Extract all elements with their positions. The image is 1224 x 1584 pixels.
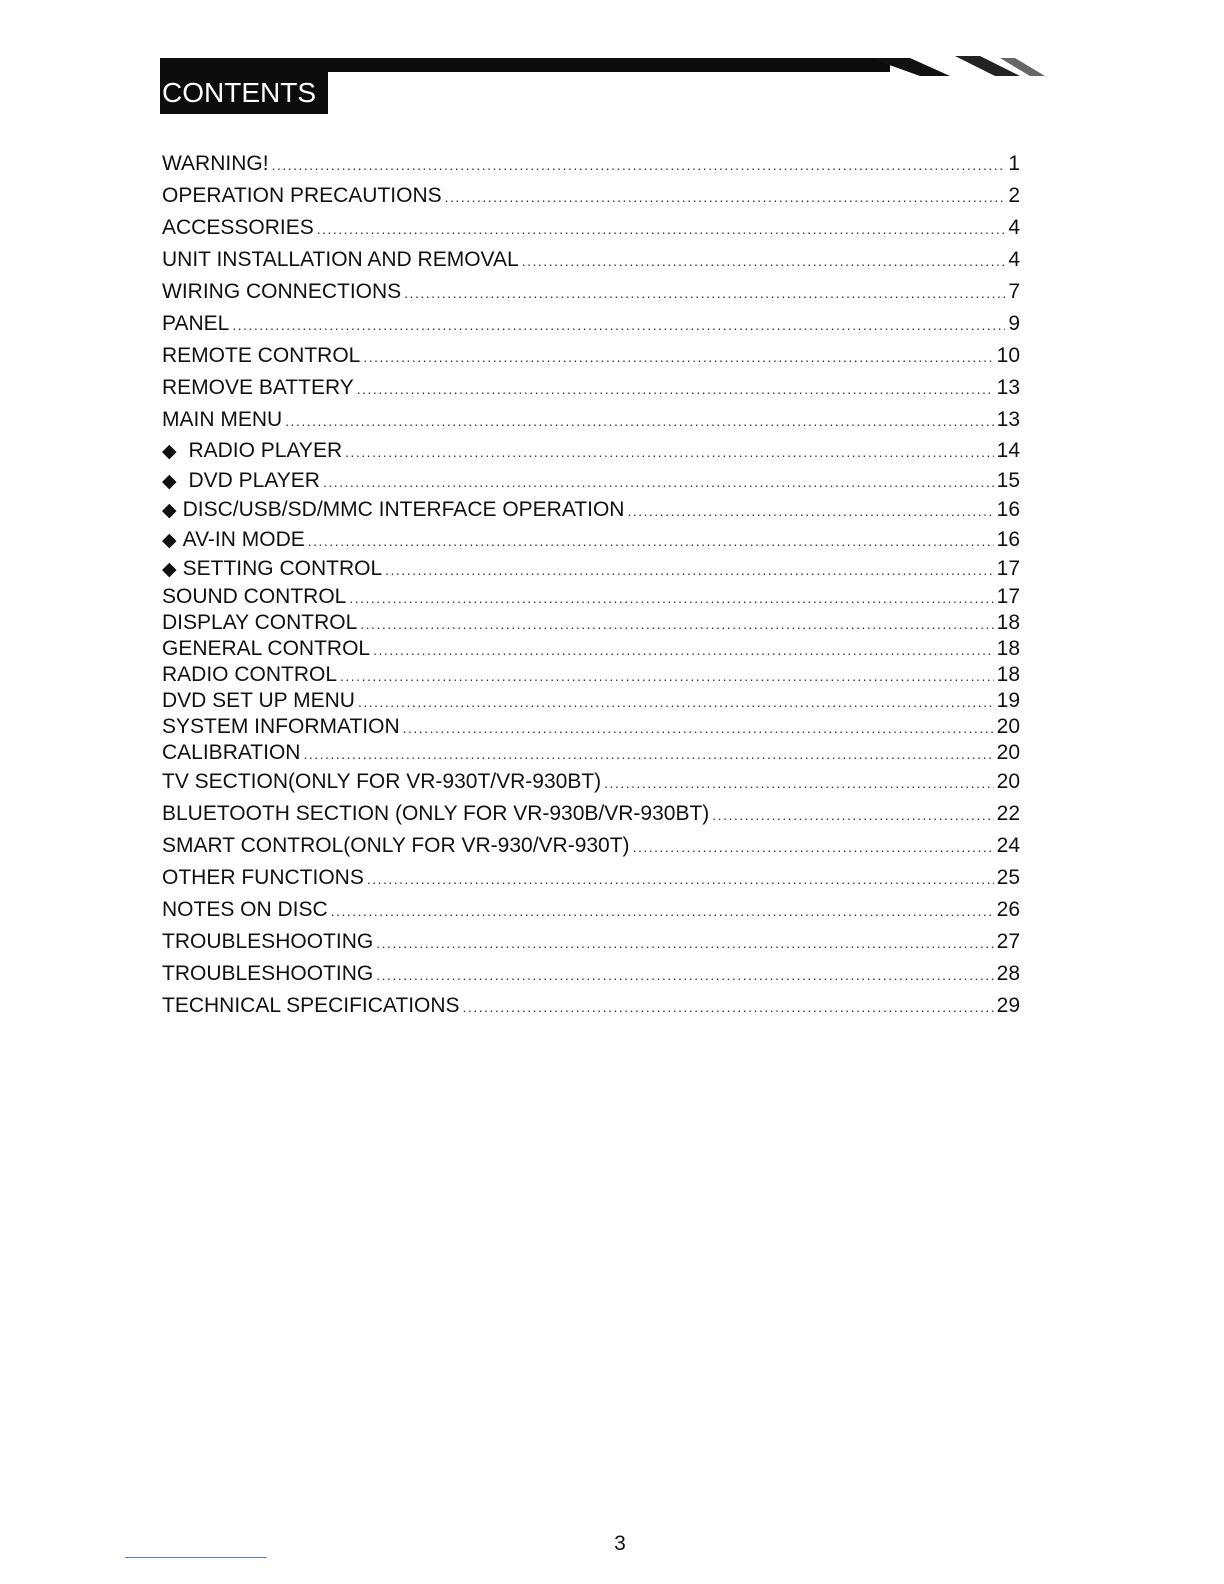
toc-entry[interactable] — [162, 404, 1020, 436]
dot-leader — [363, 341, 993, 373]
dot-leader — [445, 181, 1006, 213]
toc-entry-text: TV SECTION(ONLY FOR VR-930T/VR-930BT) — [162, 769, 602, 793]
dot-leader — [604, 767, 993, 799]
toc-entry-text: SYSTEM INFORMATION — [162, 714, 400, 738]
toc-entry[interactable] — [162, 926, 1020, 958]
bottom-rule — [125, 1557, 267, 1558]
toc-entry[interactable] — [162, 372, 1020, 404]
toc-entry[interactable] — [162, 662, 1020, 688]
toc-entry-page-number: 10 — [996, 344, 1020, 367]
toc-entry-label — [162, 610, 357, 636]
toc-entry-text: ACCESSORIES — [162, 216, 314, 239]
dot-leader — [345, 438, 994, 468]
toc-entry-text: DVD PLAYER — [182, 468, 320, 492]
toc-entry[interactable] — [162, 740, 1020, 766]
toc-entry-label — [162, 958, 373, 990]
dot-leader — [360, 611, 993, 637]
page-title: CONTENTS — [160, 72, 328, 114]
toc-entry-label — [162, 495, 624, 526]
toc-entry-label — [162, 372, 354, 404]
toc-entry-page-number: 24 — [996, 833, 1020, 857]
dot-leader — [633, 831, 994, 863]
toc-entry-page-number: 16 — [996, 527, 1020, 551]
dot-leader — [373, 637, 994, 663]
toc-entry[interactable] — [162, 610, 1020, 636]
toc-entry-label — [162, 404, 282, 436]
toc-entry-page-number: 7 — [1008, 280, 1020, 303]
toc-entry-label — [162, 926, 373, 958]
toc-entry-label — [162, 276, 401, 308]
toc-entry-page-number: 20 — [996, 769, 1020, 793]
table-of-contents — [162, 148, 1020, 1022]
toc-entry-text: DISPLAY CONTROL — [162, 610, 358, 634]
toc-entry[interactable] — [162, 212, 1020, 244]
toc-entry-text: TROUBLESHOOTING — [162, 961, 374, 985]
toc-entry-text: RADIO PLAYER — [182, 439, 343, 462]
dot-leader — [323, 468, 994, 498]
toc-entry[interactable] — [162, 584, 1020, 610]
toc-entry-label — [162, 584, 346, 610]
toc-entry-label — [162, 180, 442, 212]
toc-entry-label — [162, 688, 355, 714]
toc-entry-page-number: 4 — [1008, 248, 1020, 271]
dot-leader — [627, 497, 993, 527]
toc-entry[interactable] — [162, 276, 1020, 308]
toc-entry-label — [162, 740, 300, 766]
toc-entry[interactable] — [162, 830, 1020, 862]
toc-entry-page-number: 29 — [996, 993, 1020, 1017]
toc-entry-label — [162, 798, 709, 830]
diamond-bullet-icon: ◆ — [162, 470, 177, 492]
dot-leader — [376, 927, 993, 959]
toc-entry-label — [162, 830, 630, 862]
toc-entry-text: AV-IN MODE — [182, 527, 305, 551]
toc-entry-text: UNIT INSTALLATION AND REMOVAL — [162, 248, 519, 271]
toc-entry-page-number: 17 — [996, 584, 1020, 608]
toc-entry-page-number: 17 — [996, 557, 1020, 580]
toc-entry[interactable] — [162, 436, 1020, 466]
dot-leader — [340, 663, 994, 689]
toc-entry[interactable] — [162, 525, 1020, 555]
dot-leader — [308, 527, 994, 557]
toc-entry-label — [162, 894, 328, 926]
toc-entry-label — [162, 244, 519, 276]
toc-entry[interactable] — [162, 798, 1020, 830]
toc-entry-text: REMOVE BATTERY — [162, 376, 354, 399]
dot-leader — [303, 741, 993, 767]
toc-entry-page-number: 13 — [996, 408, 1020, 431]
diamond-bullet-icon: ◆ — [162, 441, 177, 462]
diamond-bullet-icon: ◆ — [162, 500, 177, 521]
dot-leader — [357, 373, 994, 405]
toc-entry-text: DVD SET UP MENU — [162, 688, 355, 712]
toc-entry-text: PANEL — [162, 312, 230, 335]
toc-entry-text: TROUBLESHOOTING — [162, 929, 374, 953]
toc-entry[interactable] — [162, 766, 1020, 798]
toc-entry[interactable] — [162, 180, 1020, 212]
toc-entry-label — [162, 212, 314, 244]
dot-leader — [463, 991, 994, 1023]
dot-leader — [272, 149, 1006, 181]
toc-entry-text: MAIN MENU — [162, 408, 283, 431]
toc-entry-label — [162, 466, 320, 497]
toc-entry-label — [162, 766, 601, 798]
toc-entry[interactable] — [162, 554, 1020, 584]
toc-entry[interactable] — [162, 990, 1020, 1022]
toc-entry-text: RADIO CONTROL — [162, 662, 338, 686]
dot-leader — [403, 715, 994, 741]
header-bar — [160, 58, 890, 72]
toc-entry-label — [162, 436, 342, 467]
toc-entry-page-number: 16 — [996, 498, 1020, 521]
toc-entry-text: TECHNICAL SPECIFICATIONS — [162, 993, 460, 1017]
toc-entry[interactable] — [162, 466, 1020, 496]
toc-entry-label — [162, 990, 460, 1022]
toc-entry-text: OPERATION PRECAUTIONS — [162, 184, 442, 207]
toc-entry-text: WIRING CONNECTIONS — [162, 280, 402, 303]
toc-entry-page-number: 26 — [996, 897, 1020, 921]
toc-entry-label — [162, 636, 370, 662]
toc-entry[interactable] — [162, 340, 1020, 372]
toc-entry[interactable] — [162, 688, 1020, 714]
toc-entry-label — [162, 148, 269, 180]
dot-leader — [232, 309, 1005, 341]
toc-entry-page-number: 13 — [996, 376, 1020, 399]
toc-entry[interactable] — [162, 148, 1020, 180]
toc-entry[interactable] — [162, 308, 1020, 340]
toc-entry-page-number: 1 — [1008, 152, 1020, 175]
dot-leader — [317, 213, 1006, 245]
dot-leader — [404, 277, 1005, 309]
toc-entry-page-number: 18 — [996, 636, 1020, 660]
toc-entry-label — [162, 662, 337, 688]
toc-entry[interactable] — [162, 894, 1020, 926]
toc-entry[interactable] — [162, 714, 1020, 740]
toc-entry-text: OTHER FUNCTIONS — [162, 865, 364, 889]
toc-entry-page-number: 4 — [1008, 216, 1020, 239]
toc-entry-text: SOUND CONTROL — [162, 584, 347, 608]
toc-entry-page-number: 20 — [996, 714, 1020, 738]
toc-entry[interactable] — [162, 636, 1020, 662]
toc-entry-text: GENERAL CONTROL — [162, 636, 371, 660]
toc-entry-label — [162, 308, 229, 340]
toc-entry-page-number: 9 — [1008, 312, 1020, 335]
toc-entry-label — [162, 554, 382, 585]
toc-entry-page-number: 28 — [996, 961, 1020, 985]
page-number: 3 — [614, 1532, 626, 1555]
dot-leader — [385, 556, 994, 586]
dot-leader — [349, 585, 993, 611]
toc-entry-label — [162, 714, 400, 740]
toc-entry[interactable] — [162, 244, 1020, 276]
toc-entry-label — [162, 340, 360, 372]
toc-entry-text: DISC/USB/SD/MMC INTERFACE OPERATION — [182, 498, 625, 521]
dot-leader — [522, 245, 1006, 277]
diamond-bullet-icon: ◆ — [162, 529, 177, 551]
toc-entry[interactable] — [162, 495, 1020, 525]
toc-entry-text: CALIBRATION — [162, 740, 301, 764]
toc-entry-page-number: 20 — [996, 740, 1020, 764]
diamond-bullet-icon: ◆ — [162, 559, 177, 580]
dot-leader — [358, 689, 994, 715]
toc-entry-text: BLUETOOTH SECTION (ONLY FOR VR-930B/VR-930BT) — [162, 801, 710, 825]
toc-entry-page-number: 19 — [996, 688, 1020, 712]
toc-entry-text: NOTES ON DISC — [162, 897, 328, 921]
toc-entry-page-number: 18 — [996, 610, 1020, 634]
toc-entry-page-number: 22 — [996, 801, 1020, 825]
dot-leader — [367, 863, 994, 895]
dot-leader — [712, 799, 993, 831]
toc-entry-page-number: 25 — [996, 865, 1020, 889]
toc-entry[interactable] — [162, 862, 1020, 894]
toc-entry-label — [162, 525, 305, 556]
toc-entry-page-number: 18 — [996, 662, 1020, 686]
toc-entry[interactable] — [162, 958, 1020, 990]
toc-entry-text: SETTING CONTROL — [182, 557, 383, 580]
toc-entry-label — [162, 862, 364, 894]
dot-leader — [285, 405, 993, 437]
toc-entry-text: REMOTE CONTROL — [162, 344, 361, 367]
dot-leader — [376, 959, 993, 991]
toc-entry-page-number: 2 — [1008, 184, 1020, 207]
toc-entry-page-number: 14 — [996, 439, 1020, 462]
toc-entry-text: WARNING! — [162, 152, 269, 175]
toc-entry-page-number: 15 — [996, 468, 1020, 492]
header-stripes-decoration — [870, 50, 1070, 82]
toc-entry-page-number: 27 — [996, 929, 1020, 953]
toc-entry-text: SMART CONTROL(ONLY FOR VR-930/VR-930T) — [162, 833, 630, 857]
dot-leader — [331, 895, 994, 927]
